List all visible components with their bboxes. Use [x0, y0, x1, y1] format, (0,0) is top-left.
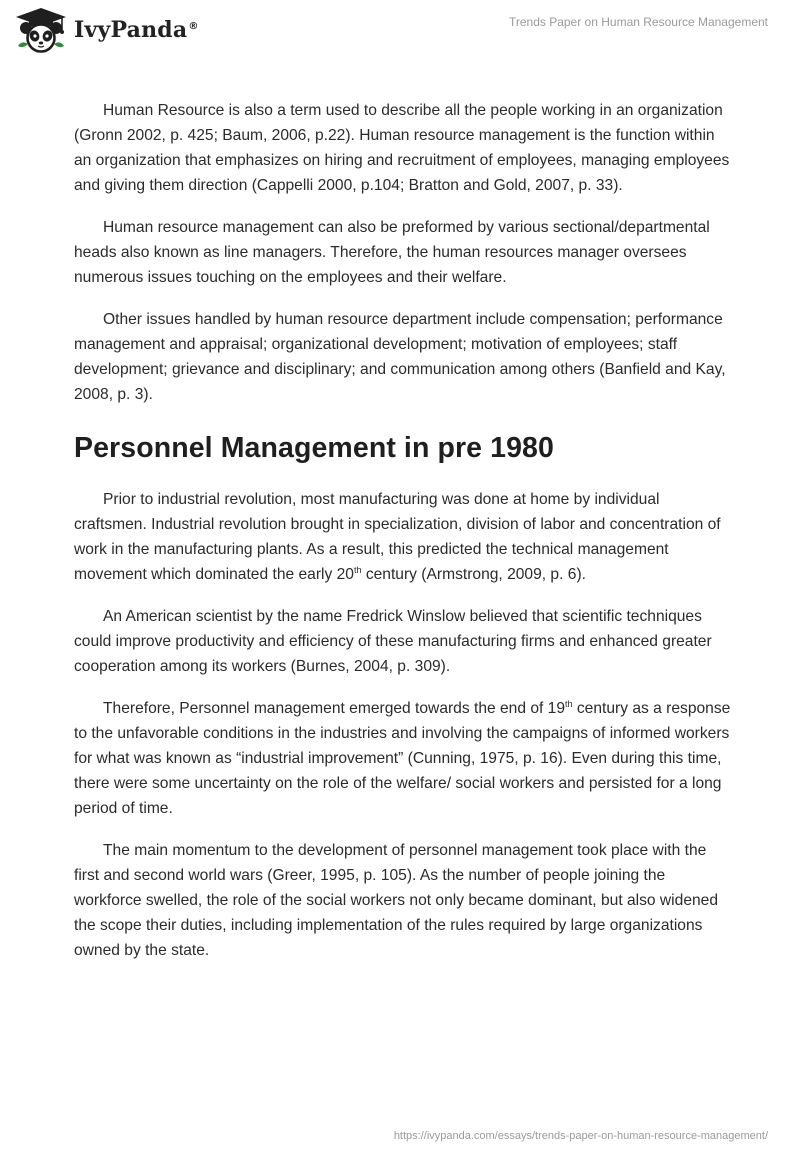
paragraph: Human Resource is also a term used to describe all the people working in an organization (Gronn 2002, p. 425; Baum, 2006, p.22). Human resource management is the function within an organization that emphasizes on hiring and recruitment of employees, managing employees and giving them direction (Cappelli 2000, p.104; Bratton and Gold, 2007, p. 33). [74, 102, 730, 194]
logo-wordmark: IvyPanda® [74, 17, 199, 43]
panda-graduation-cap-icon [12, 6, 70, 54]
paragraph: Human resource management can also be preformed by various sectional/departmental heads also known as line managers. Therefore, the human resources manager oversees numerous issues touching on the employees and their welfare. [74, 219, 710, 286]
page-header [0, 0, 800, 64]
document-title: Trends Paper on Human Resource Management [508, 15, 768, 29]
section-heading: Personnel Management in pre 1980 [74, 432, 554, 464]
essay-content [74, 98, 734, 980]
paragraph: An American scientist by the name Fredrick Winslow believed that scientific techniques could improve productivity and efficiency of these manufacturing firms and enhanced greater cooperation among its workers (Burnes, 2004, p. 309). [74, 608, 712, 675]
paragraph: Prior to industrial revolution, most manufacturing was done at home by individual craftsmen. Industrial revolution brought in specialization, division of labor and concentration of work in the manufacturing plants. As a result, this predicted the technical management movement which dominated the early 20th century (Armstrong, 2009, p. 6). [74, 491, 721, 583]
paragraph: The main momentum to the development of personnel management took place with the first and second world wars (Greer, 1995, p. 105). As the number of people joining the workforce swelled, the role of the social workers not only became dominant, but also widened the scope their duties, including implementation of the rules required by large organizations owned by the state. [74, 842, 719, 959]
source-url[interactable]: https://ivypanda.com/essays/trends-paper-on-human-resource-management/ [393, 1130, 768, 1142]
ivypanda-logo[interactable] [12, 6, 199, 54]
paragraph: Other issues handled by human resource department include compensation; performance management and appraisal; organizational development; motivation of employees; staff development; grievance and disciplinary; and communication among others (Banfield and Kay, 2008, p. 3). [74, 311, 726, 403]
paragraph: Therefore, Personnel management emerged towards the end of 19th century as a response to the unfavorable conditions in the industries and involving the campaigns of informed workers for what was known as “industrial improvement” (Cunning, 1975, p. 16). Even during this time, there were some uncertainty on the role of the welfare/ social workers and persisted for a long period of time. [74, 699, 731, 817]
